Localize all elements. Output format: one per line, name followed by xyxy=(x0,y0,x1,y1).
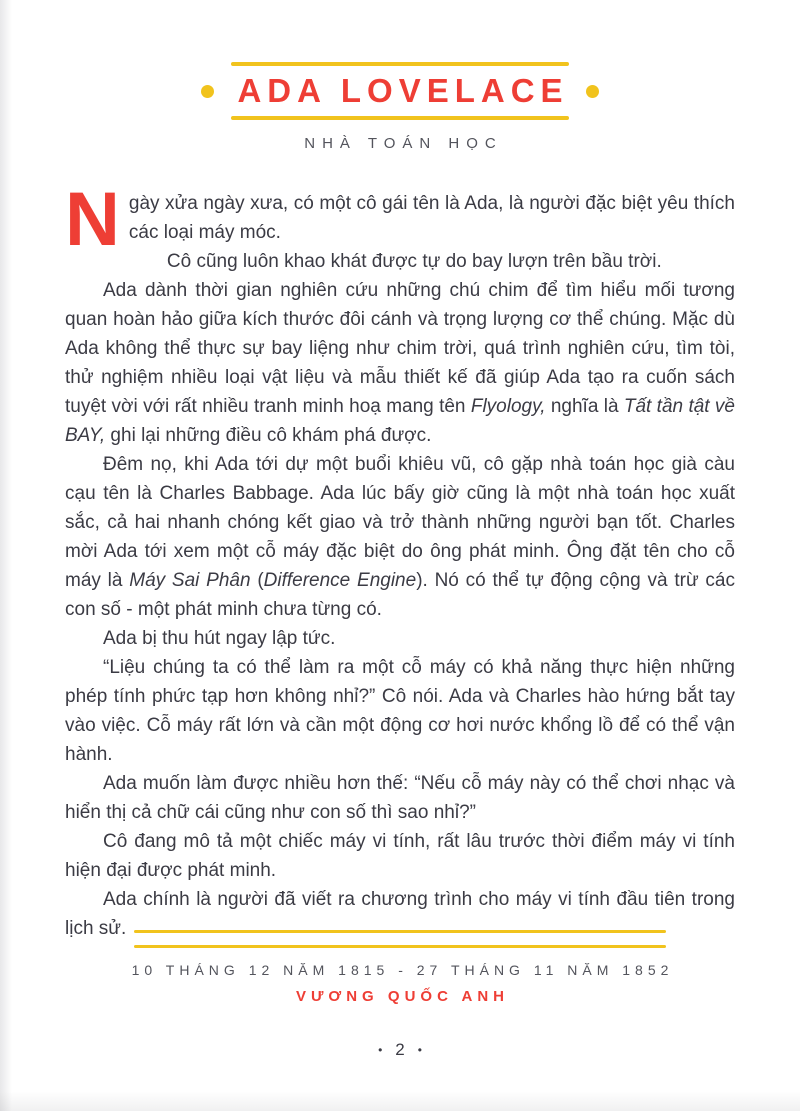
paragraph xyxy=(65,450,735,624)
title-dot-left-icon xyxy=(201,85,214,98)
text-run: ). Nó có thể tự động cộng và trừ các con số - một phát minh chưa từng có. xyxy=(65,570,736,620)
page-edge-shadow-bottom xyxy=(0,1091,800,1111)
subtitle: NHÀ TOÁN HỌC xyxy=(304,135,503,152)
text-run: Đêm nọ, khi Ada tới dự một buổi khiêu vũ, cô gặp nhà toán học già càu cạu tên là Charles Babbage. Ada lúc bấy giờ cũng là một nhà toán học xuất sắc, cả hai nhanh chóng kết giao và trở thành những người bạn tốt. Charles mời Ada tới xem một cỗ máy đặc biệt do ông phát minh. Ông đặt tên cho cỗ máy là xyxy=(65,454,735,591)
title-rule-top xyxy=(231,62,568,66)
page-number-bullet-left-icon: • xyxy=(378,1043,383,1057)
footer-rule-top xyxy=(134,930,666,933)
paragraph xyxy=(65,276,735,450)
page-number-value: 2 xyxy=(395,1040,405,1059)
paragraph xyxy=(65,827,735,885)
page-number xyxy=(0,1040,800,1060)
title-dot-right-icon xyxy=(586,85,599,98)
body-text xyxy=(65,177,736,943)
title-box xyxy=(231,62,568,120)
text-run: “Liệu chúng ta có thể làm ra một cỗ máy có khả năng thực hiện những phép tính phức tạp hơn không nhỉ?” Cô nói. Ada và Charles hào hứng bắt tay vào việc. Cỗ máy rất lớn và cần một động cơ hơi nước khổng lồ để có thể vận hành. xyxy=(65,657,735,765)
title-rule-bottom xyxy=(231,116,568,120)
paragraph xyxy=(65,624,735,653)
text-run: Ada dành thời gian nghiên cứu những chú chim để tìm hiểu mối tương quan hoàn hảo giữa kích thước đôi cánh và trọng lượng cơ thể chúng. Mặc dù Ada không thể thực sự bay liệng như chim trời, quá trình nghiên cứu, tìm tòi, thử nghiệm nhiều loại vật liệu và mẫu thiết kế đã giúp Ada tạo ra cuốn sách tuyệt vời với rất nhiều tranh minh hoạ mang tên xyxy=(65,280,735,417)
text-run: ( xyxy=(250,570,264,591)
text-run-italic: Difference Engine xyxy=(263,570,417,591)
text-run-italic: Máy Sai Phân xyxy=(129,570,251,591)
text-run-italic: Tất tần tật về BAY, xyxy=(65,396,735,446)
text-run: gày xửa ngày xưa, có một cô gái tên là Ada, là người đặc biệt yêu thích các loại máy móc. xyxy=(128,193,735,243)
title-row xyxy=(0,62,800,120)
text-run: nghĩa là xyxy=(545,396,624,417)
footer xyxy=(0,930,800,1060)
paragraph xyxy=(65,769,735,827)
footer-rule-bottom xyxy=(134,945,666,948)
paragraph xyxy=(65,653,735,769)
page-number-bullet-right-icon: • xyxy=(417,1043,422,1057)
country: VƯƠNG QUỐC ANH xyxy=(295,988,510,1005)
text-run: Cô đang mô tả một chiếc máy vi tính, rất lâu trước thời điểm máy vi tính hiện đại được phát minh. xyxy=(65,831,735,881)
text-run: Ada bị thu hút ngay lập tức. xyxy=(103,628,336,649)
text-run: Cô cũng luôn khao khát được tự do bay lượn trên bầu trời. xyxy=(166,251,662,272)
text-run-italic: Flyology, xyxy=(470,396,546,417)
page-title: ADA LOVELACE xyxy=(237,72,569,109)
life-dates: 10 THÁNG 12 NĂM 1815 - 27 THÁNG 11 NĂM 1852 xyxy=(131,962,674,978)
paragraph xyxy=(65,247,735,276)
text-run: ghi lại những điều cô khám phá được. xyxy=(105,425,432,446)
text-run: Ada muốn làm được nhiều hơn thế: “Nếu cỗ máy này có thể chơi nhạc và hiển thị cả chữ cái cũng như con số thì sao nhỉ?” xyxy=(65,773,735,823)
drop-cap: N xyxy=(65,177,120,262)
masthead xyxy=(0,62,800,153)
footer-double-rule xyxy=(134,930,666,948)
text-run: Ada chính là người đã viết ra chương trình cho máy vi tính đầu tiên trong lịch sử. xyxy=(65,889,735,939)
